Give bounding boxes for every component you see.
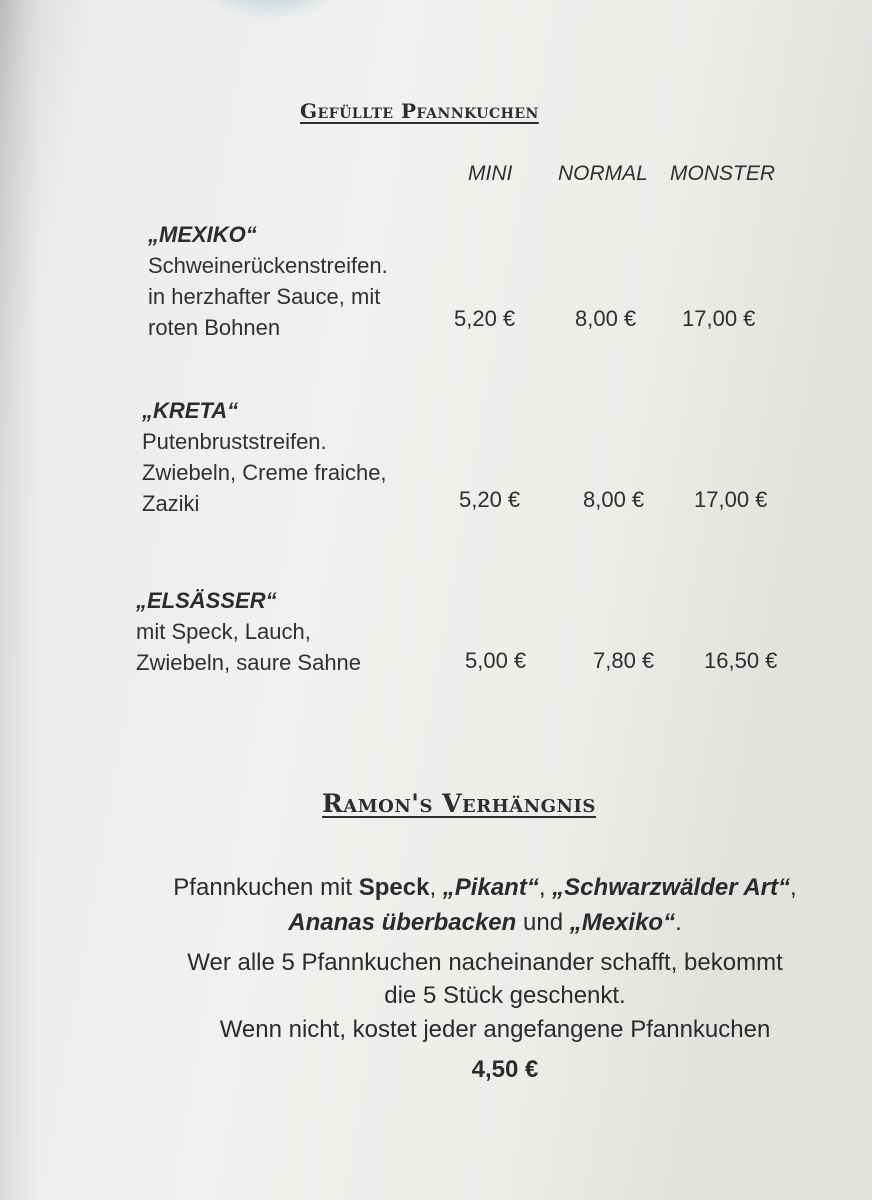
challenge-description-line <box>90 905 872 940</box>
price-kreta-mini: 5,20 € <box>459 487 521 512</box>
dish-description-line: roten Bohnen <box>148 315 281 340</box>
price-mexiko-mini: 5,20 € <box>454 306 516 331</box>
text-run-bold-italic: „Schwarzwälder Art“ <box>552 874 791 901</box>
dish-description-line: in herzhafter Sauce, mit <box>148 284 381 309</box>
price-kreta-monster: 17,00 € <box>694 487 768 512</box>
dish-description-line: Schweinerückenstreifen. <box>148 253 388 278</box>
challenge-rule-line: Wer alle 5 Pfannkuchen nacheinander schafft, bekommt <box>187 949 783 976</box>
dish-description-line: mit Speck, Lauch, <box>136 619 311 644</box>
text-run: , <box>790 874 797 901</box>
section-title-gefuellte-pfannkuchen: Gefüllte Pfannkuchen <box>300 99 539 123</box>
text-run-bold: Speck <box>358 874 430 901</box>
price-mexiko-monster: 17,00 € <box>682 306 756 331</box>
price-elsaesser-monster: 16,50 € <box>704 648 778 673</box>
size-header-mini: MINI <box>468 162 513 185</box>
price-elsaesser-normal: 7,80 € <box>593 648 655 673</box>
paper-fold-shadow <box>0 0 40 1200</box>
challenge-rule-line: Wenn nicht, kostet jeder angefangene Pfannkuchen <box>219 1016 771 1043</box>
paper-top-shadow <box>200 0 340 20</box>
text-run: . <box>675 909 682 936</box>
text-run: Pfannkuchen mit <box>173 874 359 901</box>
price-mexiko-normal: 8,00 € <box>575 306 637 331</box>
menu-item-elsaesser <box>136 586 361 678</box>
text-run-bold-italic: Ananas überbacken <box>288 909 517 936</box>
dish-name: „ELSÄSSER“ <box>136 588 277 613</box>
size-header-monster: MONSTER <box>670 162 775 185</box>
text-run: , <box>538 874 553 901</box>
menu-item-kreta <box>142 396 387 519</box>
size-header-normal: NORMAL <box>558 162 648 185</box>
price-kreta-normal: 8,00 € <box>583 487 645 512</box>
dish-name: „KRETA“ <box>142 398 239 423</box>
dish-description-line: Zwiebeln, Creme fraiche, <box>142 460 387 485</box>
text-run-bold-italic: „Mexiko“ <box>569 909 676 936</box>
challenge-price <box>120 1052 872 1087</box>
text-run-bold-italic: „Pikant“ <box>442 874 539 901</box>
challenge-rule-line: die 5 Stück geschenkt. <box>384 982 626 1009</box>
price-elsaesser-mini: 5,00 € <box>465 648 527 673</box>
section-title-ramons-verhaengnis: Ramon's Verhängnis <box>322 789 596 818</box>
challenge-price-value: 4,50 € <box>471 1056 539 1083</box>
menu-item-mexiko <box>148 220 388 343</box>
text-run: , <box>429 874 443 901</box>
dish-description-line: Zaziki <box>142 491 200 516</box>
dish-description-line: Putenbruststreifen. <box>142 429 327 454</box>
challenge-description-line <box>90 870 872 905</box>
text-run: und <box>516 909 570 936</box>
dish-name: „MEXIKO“ <box>148 222 257 247</box>
dish-description-line: Zwiebeln, saure Sahne <box>136 650 362 675</box>
